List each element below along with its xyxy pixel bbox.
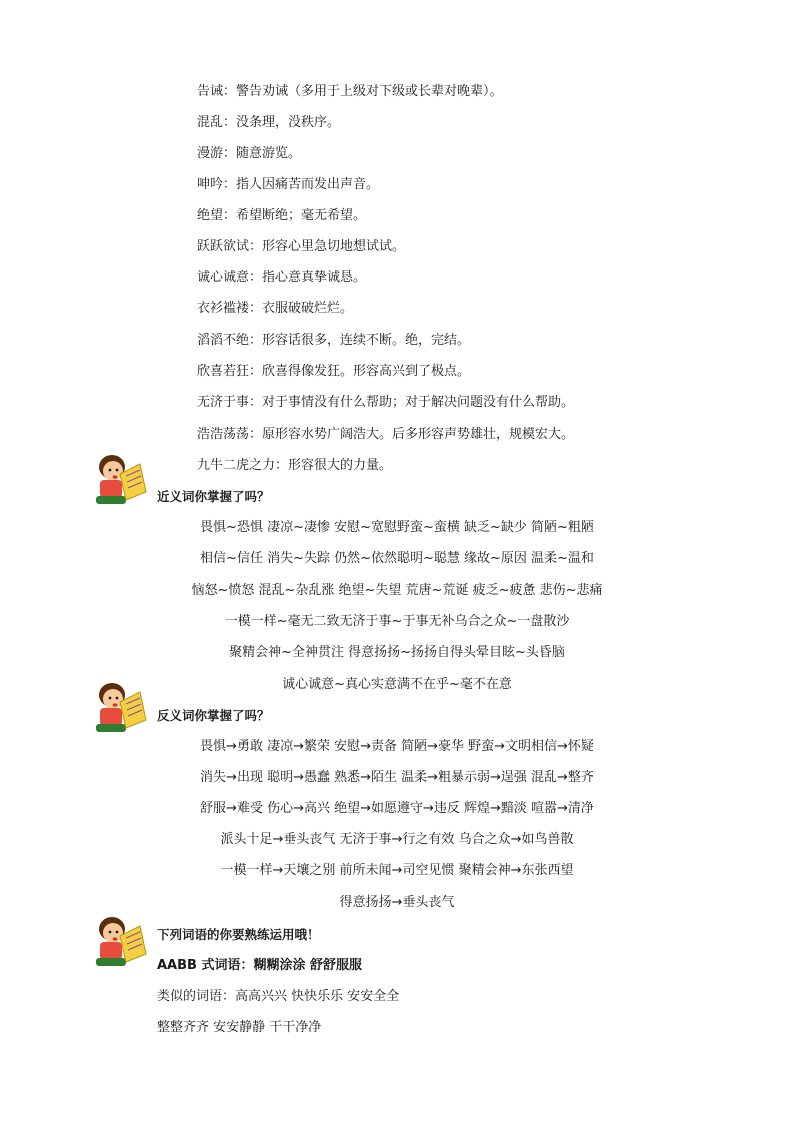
reading-boy-icon (90, 680, 154, 734)
synonym-line: 一模一样~毫无二致无济于事~于事无补乌合之众~一盘散沙 (224, 614, 570, 629)
synonyms-heading: 近义词你掌握了吗？ (157, 489, 270, 504)
aabb-words: 糊糊涂涂 舒舒服服 (253, 958, 362, 973)
similar-words: 高高兴兴 快快乐乐 安安全全 (235, 989, 400, 1004)
usage-heading: 下列词语的你要熟练运用哦！ (157, 927, 320, 942)
definition-item: 滔滔不绝：形容话很多，连续不断。绝，完结。 (197, 333, 471, 348)
reading-boy-icon (90, 452, 154, 506)
definition-item: 告诫：警告劝诫（多用于上级对下级或长辈对晚辈）。 (197, 84, 503, 99)
antonym-line: 畏惧→勇敢 凄凉→繁荣 安慰→责备 简陋→豪华 野蛮→文明相信→怀疑 (200, 739, 594, 754)
definition-item: 诚心诚意：指心意真挚诚恳。 (197, 270, 367, 285)
antonym-line: 得意扬扬→垂头丧气 (339, 895, 455, 910)
definition-item: 混乱：没条理，没秩序。 (197, 115, 341, 130)
antonyms-heading: 反义词你掌握了吗？ (157, 708, 270, 723)
definition-item: 欣喜若狂：欣喜得像发狂。形容高兴到了极点。 (197, 364, 471, 379)
aabb-line (157, 957, 362, 975)
definition-item: 绝望：希望断绝；毫无希望。 (197, 208, 367, 223)
definition-item: 漫游：随意游览。 (197, 146, 302, 161)
definition-item: 九牛二虎之力：形容很大的力量。 (197, 458, 393, 473)
similar-label: 类似的词语： (157, 989, 236, 1004)
definition-item: 无济于事：对于事情没有什么帮助；对于解决问题没有什么帮助。 (197, 395, 575, 410)
synonym-line: 相信~信任 消失~失踪 仍然~依然聪明~聪慧 缘故~原因 温柔~温和 (200, 551, 594, 566)
synonym-line: 聚精会神~全神贯注 得意扬扬~扬扬自得头晕目眩~头昏脑 (229, 645, 565, 660)
synonym-line: 恼怒~愤怒 混乱~杂乱涨 绝望~失望 荒唐~荒诞 疲乏~疲惫 悲伤~悲痛 (191, 583, 603, 598)
aabb-label: AABB 式词语： (157, 958, 254, 973)
synonym-line: 畏惧~恐惧 凄凉~凄惨 安慰~宽慰野蛮~蛮横 缺乏~缺少 简陋~粗陋 (200, 520, 594, 535)
antonym-line: 派头十足→垂头丧气 无济于事→行之有效 乌合之众→如鸟兽散 (220, 832, 574, 847)
antonym-line: 一模一样→天壤之别 前所未闻→司空见惯 聚精会神→东张西望 (220, 863, 574, 878)
definition-item: 衣衫褴褛：衣服破破烂烂。 (197, 301, 354, 316)
definition-item: 呻吟：指人因痛苦而发出声音。 (197, 177, 380, 192)
more-words-line: 整整齐齐 安安静静 干干净净 (157, 1020, 322, 1035)
similar-line (157, 988, 399, 1006)
reading-boy-icon (90, 914, 154, 968)
antonym-line: 消失→出现 聪明→愚蠢 熟悉→陌生 温柔→粗暴示弱→逞强 混乱→整齐 (200, 770, 594, 785)
antonym-line: 舒服→难受 伤心→高兴 绝望→如愿遵守→违反 辉煌→黯淡 喧嚣→清净 (200, 801, 594, 816)
definition-item: 浩浩荡荡：原形容水势广阔浩大。后多形容声势雄壮，规模宏大。 (197, 427, 575, 442)
synonym-line: 诚心诚意~真心实意满不在乎~毫不在意 (282, 677, 512, 692)
definition-item: 跃跃欲试：形容心里急切地想试试。 (197, 239, 406, 254)
